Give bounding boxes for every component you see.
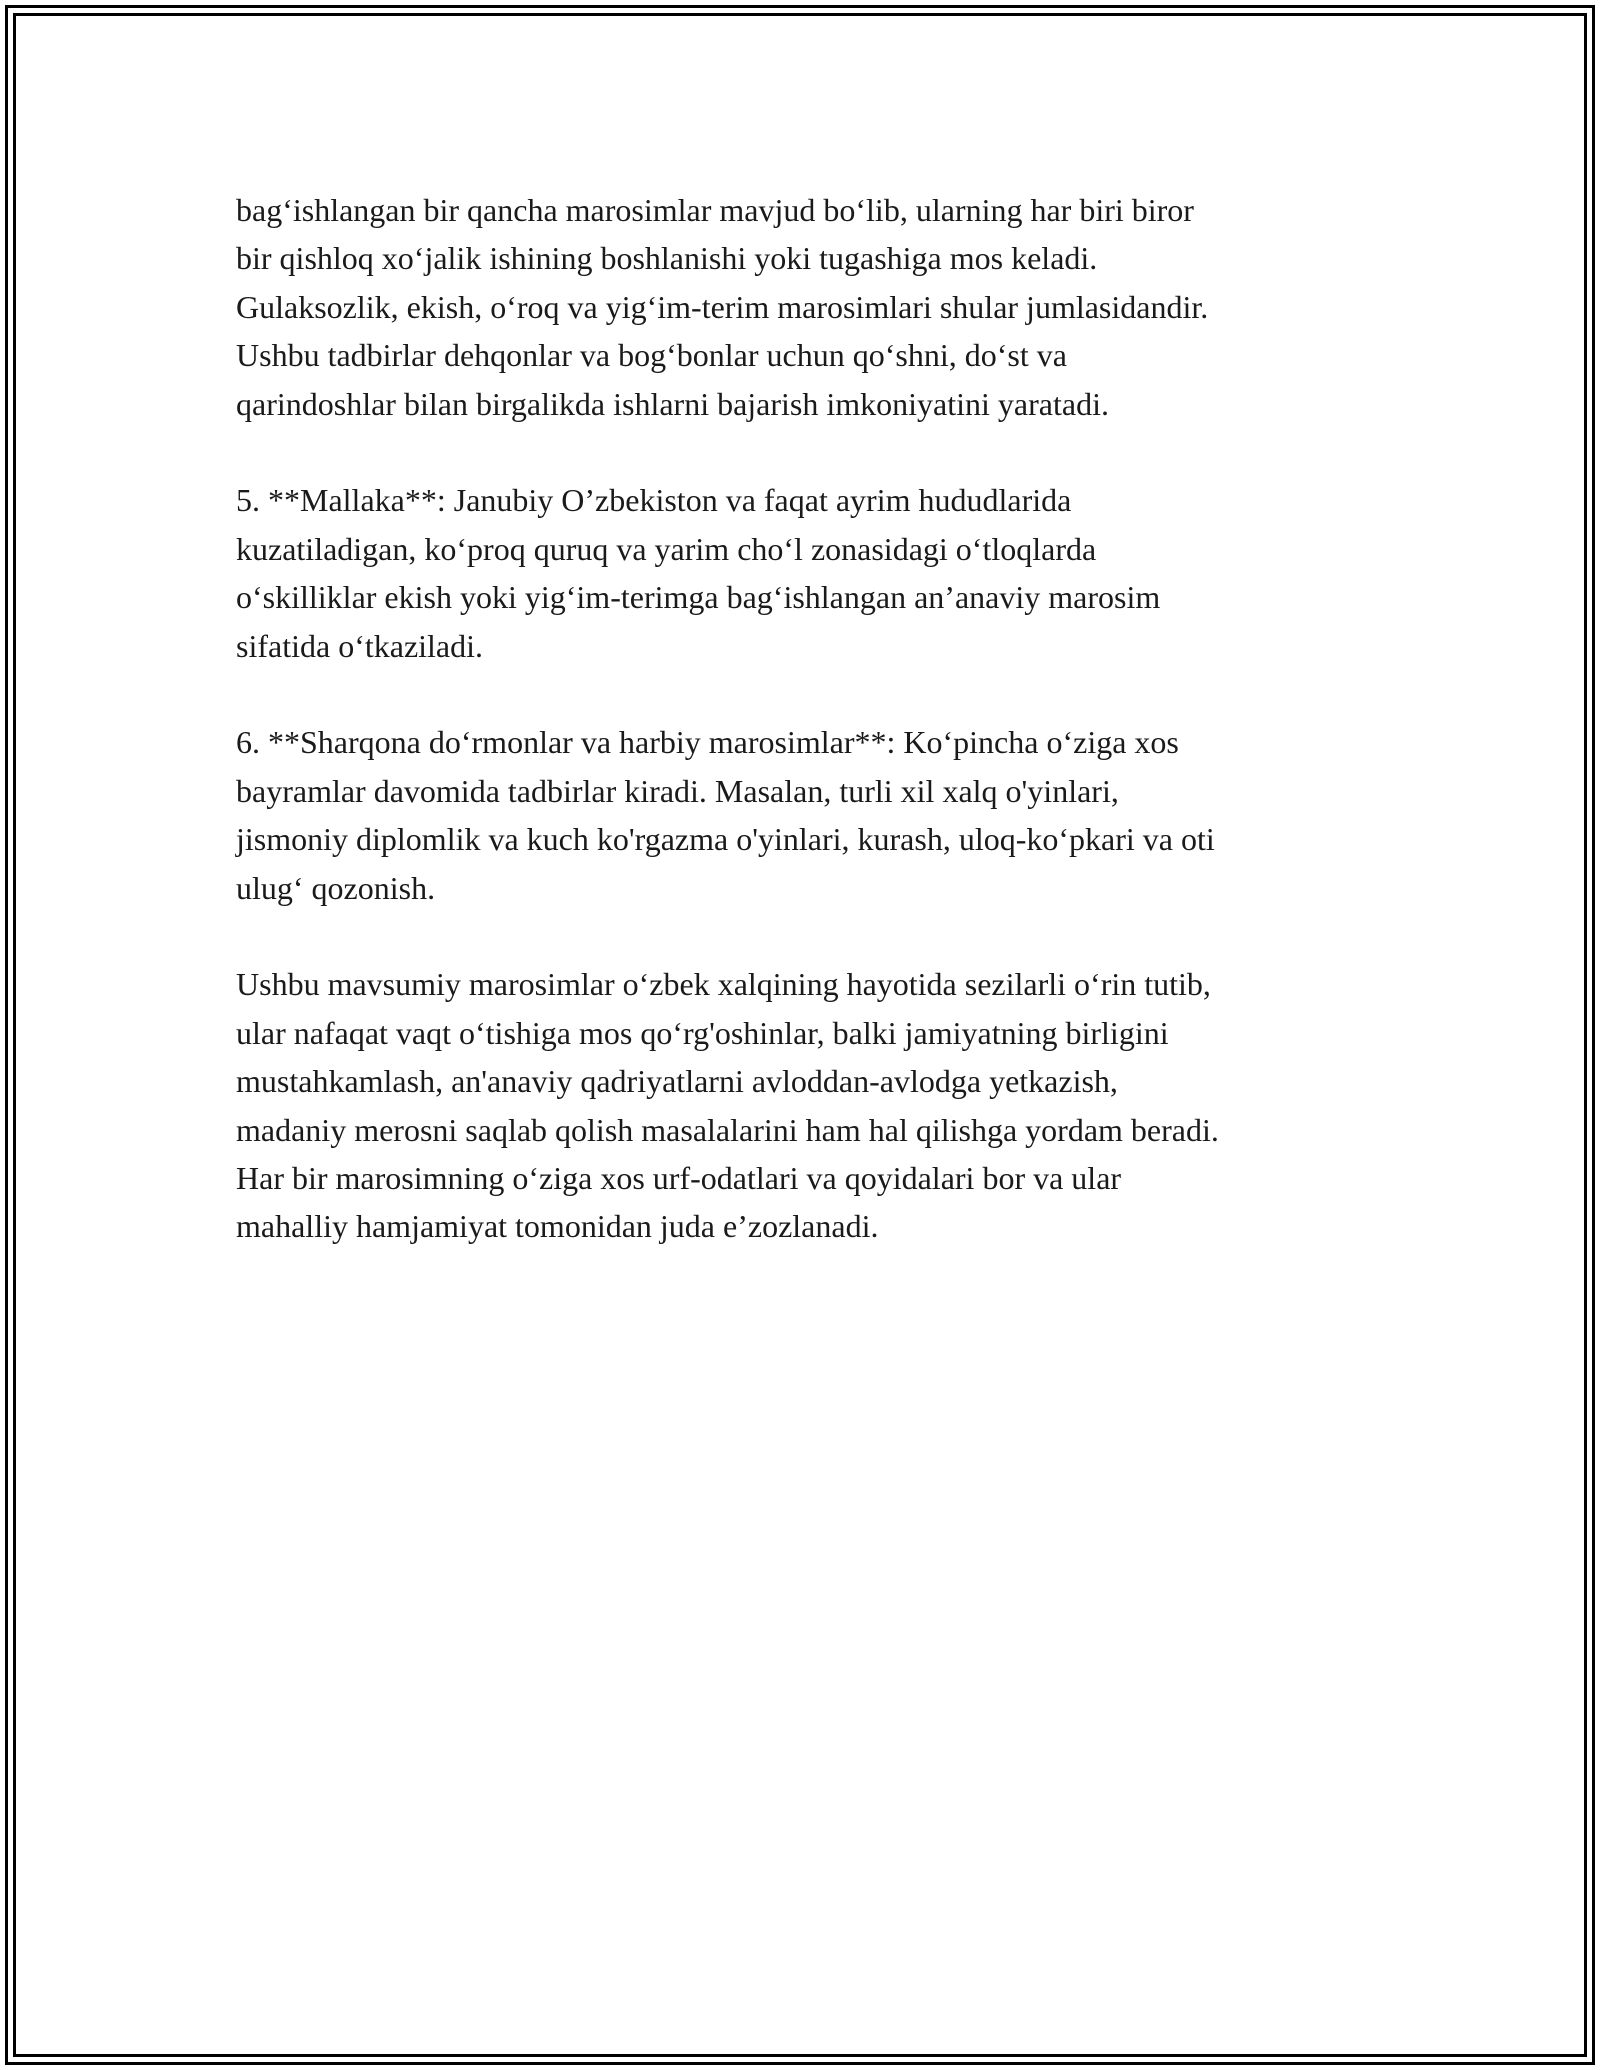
paragraph-item-6-sharqona: 6. **Sharqona do‘rmonlar va harbiy marosimlar**: Ko‘pincha o‘ziga xos bayramlar davomida tadbirlar kiradi. Masalan, turli xil xalq o'yinlari, jismoniy diplomlik va kuch ko'rgazma o'yinlari, kurash, uloq-ko‘pkari va oti ulug‘ qozonish. xyxy=(236,724,1215,906)
paragraph-item-5-mallaka: 5. **Mallaka**: Janubiy O’zbekiston va faqat ayrim hududlarida kuzatiladigan, ko‘proq quruq va yarim cho‘l zonasidagi o‘tloqlarda o‘skilliklar ekish yoki yig‘im-terimga bag‘ishlangan an’anaviy marosim sifatida o‘tkaziladi. xyxy=(236,482,1161,664)
paragraph-conclusion: Ushbu mavsumiy marosimlar o‘zbek xalqining hayotida sezilarli o‘rin tutib, ular nafaqat vaqt o‘tishiga mos qo‘rg'oshinlar, balki jamiyatning birligini mustahkamlash, an'anaviy qadriyatlarni avloddan-avlodga yetkazish, madaniy merosni saqlab qolish masalalarini ham hal qilishga yordam beradi. Har bir marosimning o‘ziga xos urf-odatlari va qoyidalari bor va ular mahalliy hamjamiyat tomonidan juda e’zozlanadi. xyxy=(236,966,1219,1245)
document-body xyxy=(236,186,1376,1299)
paragraph-intro-continuation: bag‘ishlangan bir qancha marosimlar mavjud bo‘lib, ularning har biri biror bir qishloq xo‘jalik ishining boshlanishi yoki tugashiga mos keladi. Gulaksozlik, ekish, o‘roq va yig‘im-terim marosimlari shular jumlasidandir. Ushbu tadbirlar dehqonlar va bog‘bonlar uchun qo‘shni, do‘st va qarindoshlar bilan birgalikda ishlarni bajarish imkoniyatini yaratadi. xyxy=(236,192,1209,422)
